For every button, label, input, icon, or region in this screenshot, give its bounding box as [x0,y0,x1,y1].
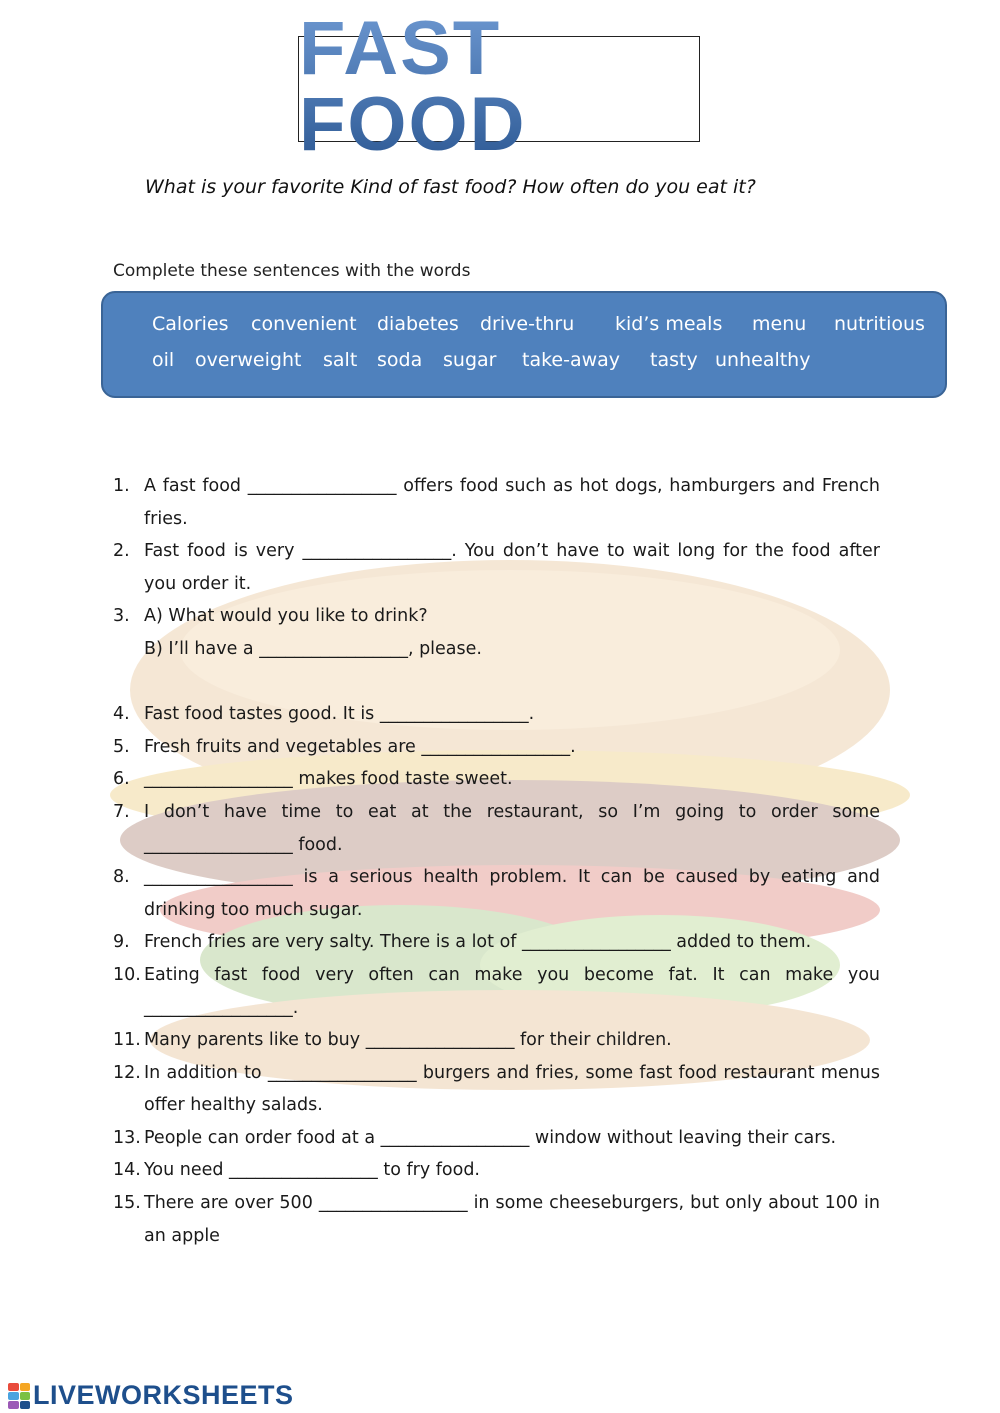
question-number: 6. [113,769,130,790]
question-number: 14. [113,1160,141,1181]
question-item [113,861,880,926]
question-text: There are over 500 _________________ in some cheeseburgers, but only about 100 in an apple [144,1193,880,1246]
word-bank-item[interactable]: Calories [152,313,229,335]
word-bank-item[interactable]: salt [323,349,358,371]
question-item [113,600,880,665]
question-text: Fast food is very _________________. You don’t have to wait long for the food after you order it. [144,541,880,594]
question-list [113,470,880,1252]
question-text: Fresh fruits and vegetables are _________________. [144,736,576,757]
question-number: 11. [113,1030,141,1051]
question-number: 5. [113,736,130,757]
word-bank-item[interactable]: convenient [251,313,357,335]
word-bank-item[interactable]: oil [152,349,175,371]
question-item [113,1154,880,1187]
question-number: 3. [113,606,130,627]
word-bank-item[interactable]: menu [752,313,807,335]
liveworksheets-icon [8,1383,30,1409]
question-item [113,796,880,861]
word-bank-item[interactable]: sugar [443,349,497,371]
question-number: 1. [113,476,130,496]
word-bank-item[interactable]: soda [377,349,423,371]
question-item [113,1187,880,1252]
question-item [113,535,880,600]
question-item [113,763,880,796]
word-bank-item[interactable]: drive-thru [480,313,575,335]
question-item [113,1024,880,1057]
question-text: In addition to _________________ burgers and fries, some fast food restaurant menus offer healthy salads. [144,1062,880,1116]
question-number: 12. [113,1062,141,1083]
question-item [113,470,880,535]
question-number: 9. [113,932,130,953]
question-text: Fast food tastes good. It is _________________. [144,704,535,725]
word-bank [101,291,947,398]
question-text: _________________ makes food taste sweet. [144,769,513,790]
question-number: 4. [113,704,130,725]
word-bank-item[interactable]: kid’s meals [615,313,723,335]
instruction-text: Complete these sentences with the words [113,261,471,281]
word-bank-item[interactable]: overweight [195,349,302,371]
question-number: 13. [113,1127,141,1148]
question-text: Many parents like to buy _________________ for their children. [144,1030,672,1051]
question-text: I don’t have time to eat at the restaurant, so I’m going to order some _________________ food. [144,801,880,855]
page-title: FAST FOOD [299,11,699,163]
question-item [113,698,880,731]
question-text: A) What would you like to drink? [144,606,428,627]
liveworksheets-logo[interactable] [8,1380,294,1411]
question-number: 2. [113,541,130,562]
question-text: A fast food _________________ offers food such as hot dogs, hamburgers and French fries. [144,476,880,529]
question-number: 15. [113,1193,141,1214]
question-text: French fries are very salty. There is a lot of _________________ added to them. [144,932,812,953]
word-bank-item[interactable]: tasty [650,349,698,371]
title-box [298,6,700,167]
question-item [113,1057,880,1122]
question-item [113,926,880,959]
word-bank-item[interactable]: unhealthy [715,349,811,371]
question-text-line-2: B) I’ll have a _________________, please. [144,638,482,659]
question-item [113,731,880,764]
liveworksheets-brand: LIVEWORKSHEETS [33,1380,294,1410]
question-text: You need _________________ to fry food. [144,1160,480,1181]
word-bank-item[interactable]: nutritious [834,313,925,335]
question-text: _________________ is a serious health problem. It can be caused by eating and drinking too much sugar. [144,867,880,920]
question-item [113,959,880,1024]
intro-question: What is your favorite Kind of fast food? How often do you eat it? [145,176,756,198]
word-bank-item[interactable]: diabetes [377,313,459,335]
question-number: 8. [113,867,130,888]
question-number: 10. [113,964,141,985]
word-bank-item[interactable]: take-away [522,349,621,371]
question-text: Eating fast food very often can make you become fat. It can make you _________________. [144,964,880,1018]
question-text: People can order food at a _________________ window without leaving their cars. [144,1127,837,1148]
question-number: 7. [113,801,130,822]
question-item [113,1122,880,1155]
